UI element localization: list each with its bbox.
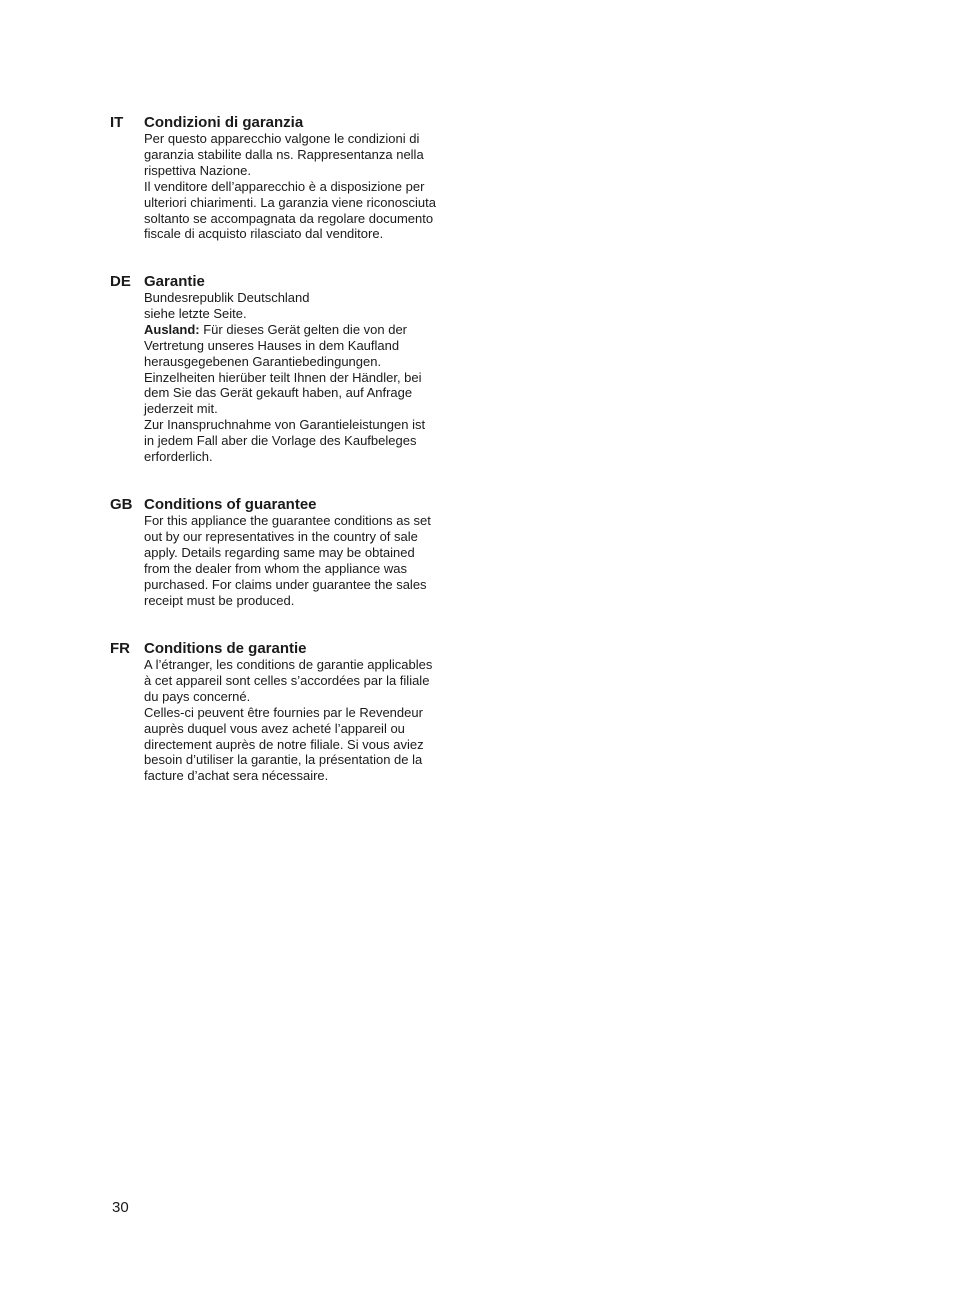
- language-code-de: DE: [110, 273, 131, 290]
- section-title-it: Condizioni di garanzia: [144, 114, 304, 131]
- text-line: siehe letzte Seite.: [144, 305, 247, 321]
- language-code-fr: FR: [110, 640, 130, 657]
- text-line: besoin d’utiliser la garantie, la présentation de la: [144, 752, 423, 768]
- ausland-line: [144, 322, 470, 338]
- text-line: dem Sie das Gerät gekauft haben, auf Anfrage: [144, 385, 413, 401]
- ausland-text: Für dieses Gerät gelten die von der: [199, 321, 408, 337]
- section-title-de: Garantie: [144, 273, 205, 290]
- text-line: from the dealer from whom the appliance was: [144, 560, 408, 576]
- section-content-fr: [144, 641, 470, 784]
- text-line: receipt must be produced.: [144, 592, 295, 608]
- section-title-gb: Conditions of guarantee: [144, 496, 317, 513]
- text-line: rispettiva Nazione.: [144, 162, 251, 178]
- text-line: fiscale di acquisto rilasciato dal venditore.: [144, 226, 384, 242]
- text-line: herausgegebenen Garantiebedingungen.: [144, 353, 382, 369]
- text-line: soltanto se accompagnata da regolare documento: [144, 210, 434, 226]
- text-line: du pays concerné.: [144, 688, 251, 704]
- text-line: à cet appareil sont celles s’accordées par la filiale: [144, 672, 430, 688]
- text-line: directement auprès de notre filiale. Si vous aviez: [144, 736, 424, 752]
- text-line: A l’étranger, les conditions de garantie applicables: [144, 657, 433, 672]
- language-code-it: IT: [110, 114, 124, 131]
- text-line: For this appliance the guarantee conditions as set: [144, 513, 431, 528]
- section-content-gb: [144, 497, 470, 608]
- text-line: Celles-ci peuvent être fournies par le Revendeur: [144, 704, 423, 720]
- text-line: jederzeit mit.: [144, 401, 218, 417]
- text-line: erforderlich.: [144, 449, 213, 465]
- text-line: purchased. For claims under guarantee the sales: [144, 576, 427, 592]
- page-number: 30: [112, 1199, 129, 1216]
- text-line: out by our representatives in the country of sale: [144, 528, 418, 544]
- text-line: facture d’achat sera nécessaire.: [144, 768, 329, 784]
- text-line: auprès duquel vous avez acheté l’appareil ou: [144, 720, 405, 736]
- section-title-fr: Conditions de garantie: [144, 640, 307, 657]
- text-line: in jedem Fall aber die Vorlage des Kaufbeleges: [144, 433, 417, 449]
- language-code-gb: GB: [110, 496, 133, 513]
- ausland-label: Ausland:: [144, 321, 200, 337]
- text-line: Per questo apparecchio valgone le condizioni di: [144, 131, 420, 146]
- text-line: Zur Inanspruchnahme von Garantieleistungen ist: [144, 417, 426, 433]
- text-line: apply. Details regarding same may be obtained: [144, 544, 415, 560]
- text-line: garanzia stabilite dalla ns. Rappresentanza nella: [144, 146, 424, 162]
- text-line: ulteriori chiarimenti. La garanzia viene riconosciuta: [144, 194, 436, 210]
- text-line: Il venditore dell’apparecchio è a disposizione per: [144, 178, 425, 194]
- section-content-de: [144, 274, 470, 465]
- text-line: Vertretung unseres Hauses in dem Kaufland: [144, 337, 400, 353]
- text-line: Einzelheiten hierüber teilt Ihnen der Händler, bei: [144, 369, 422, 385]
- text-line: Bundesrepublik Deutschland: [144, 290, 310, 305]
- section-content-it: [144, 115, 470, 242]
